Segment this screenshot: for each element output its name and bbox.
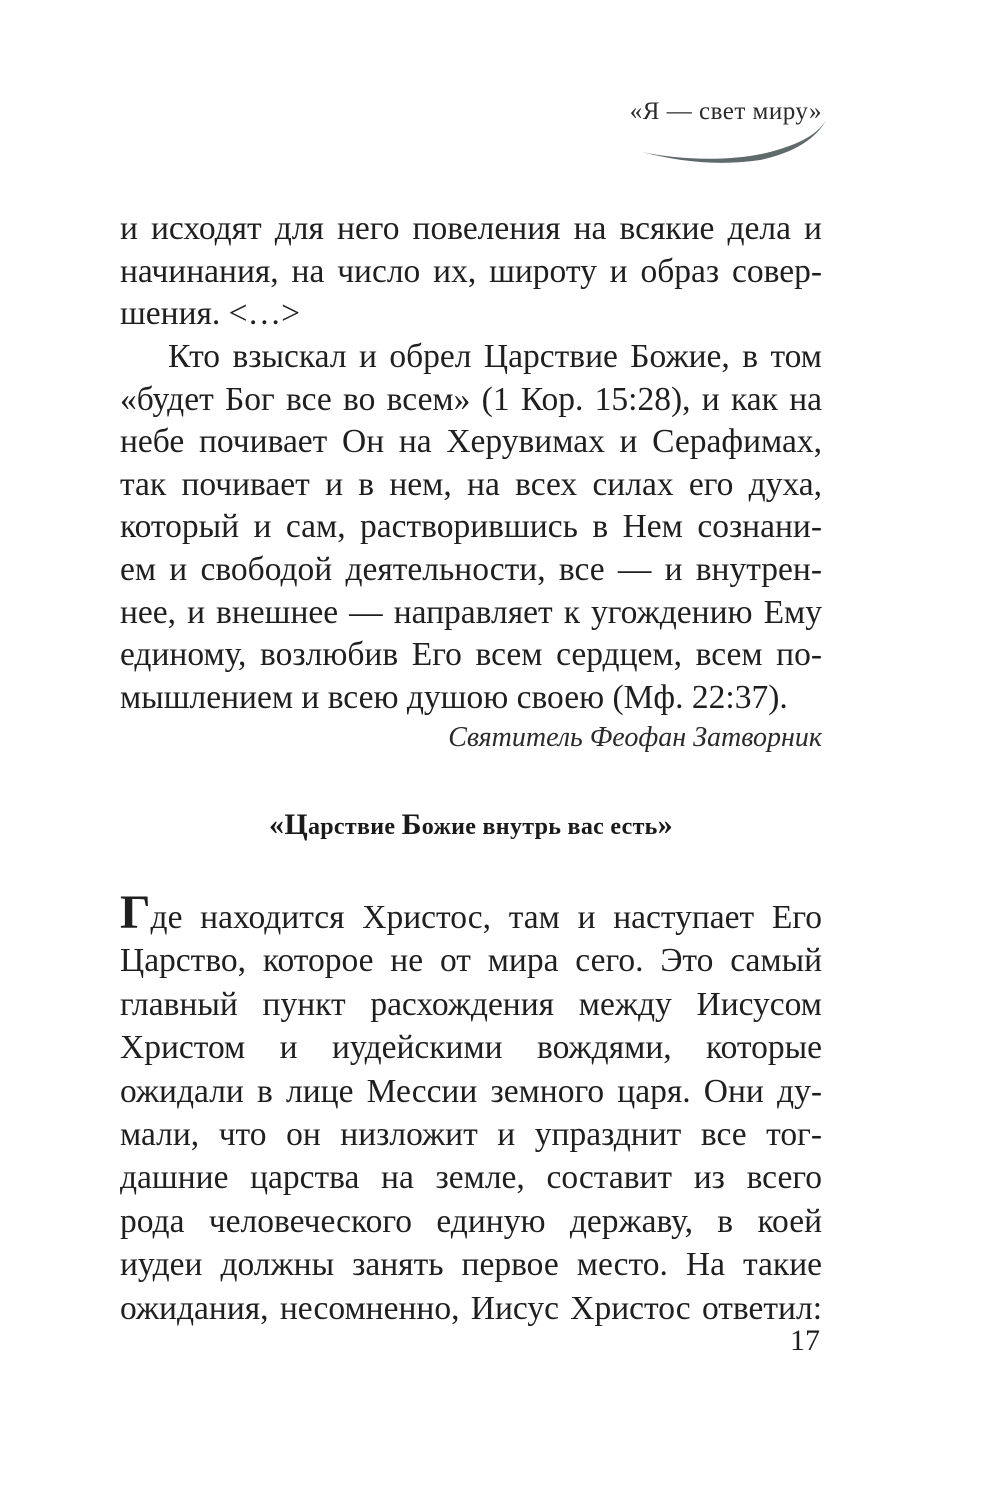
text-line: небе почивает Он на Херувимах и Серафимах, [120,423,822,461]
text-line: ожидали в лице Мессии земного царя. Они ду- [120,1072,822,1110]
text-line: Кто взыскал и обрел Царствие Божие, в том [168,338,822,375]
text-line: единому, возлюбив Его всем сердцем, всем по- [120,636,822,674]
drop-cap: Г [120,886,151,939]
text-line: который и сам, растворившись в Нем сознани- [120,508,822,546]
text-line: ем и свободой деятельности, все — и внутрен- [120,550,822,588]
text-line: Христом и иудейскими вождями, которые [120,1029,822,1067]
text-line: ожидания, несомненно, Иисус Христос ответил: [120,1289,822,1327]
paragraph-main [120,886,822,1330]
text-line: «будет Бог все во всем» (1 Кор. 15:28), и как на [120,380,822,418]
paragraph-quote [120,336,822,719]
page-number: 17 [790,1324,820,1357]
text-line: нее, и внешнее — направляет к угождению Ему [120,593,822,631]
text-line: и исходят для него повеления на всякие дела и [120,210,822,247]
text-line: главный пункт расхождения между Иисусом [120,985,822,1023]
paragraph-continued [120,208,822,336]
text-line: иудеи должны занять первое место. На такие [120,1246,822,1284]
decorative-swash-icon [640,114,830,164]
attribution: Святитель Феофан Затворник [448,722,822,753]
text-line: мали, что он низложит и упразднит все тог- [120,1116,822,1154]
text-line: дашние царства на земле, составит из всего [120,1159,822,1197]
text-line: шения. <…> [120,295,300,333]
text-line: рода человеческого единую державу, в коей [120,1202,822,1240]
text-line: мышлением и всею душою своею (Мф. 22:37). [120,678,788,716]
text-line: начинания, на число их, широту и образ совер- [120,252,822,290]
text-line: Царство, которое не от мира сего. Это самый [120,942,822,980]
section-heading: «Царствие Божие внутрь вас есть» [269,808,673,841]
running-head: «Я — свет миру» [629,98,822,125]
text-line: так почивает и в нем, на всех силах его духа, [120,465,822,503]
first-line: Где находится Христос, там и наступает Его [120,886,822,939]
